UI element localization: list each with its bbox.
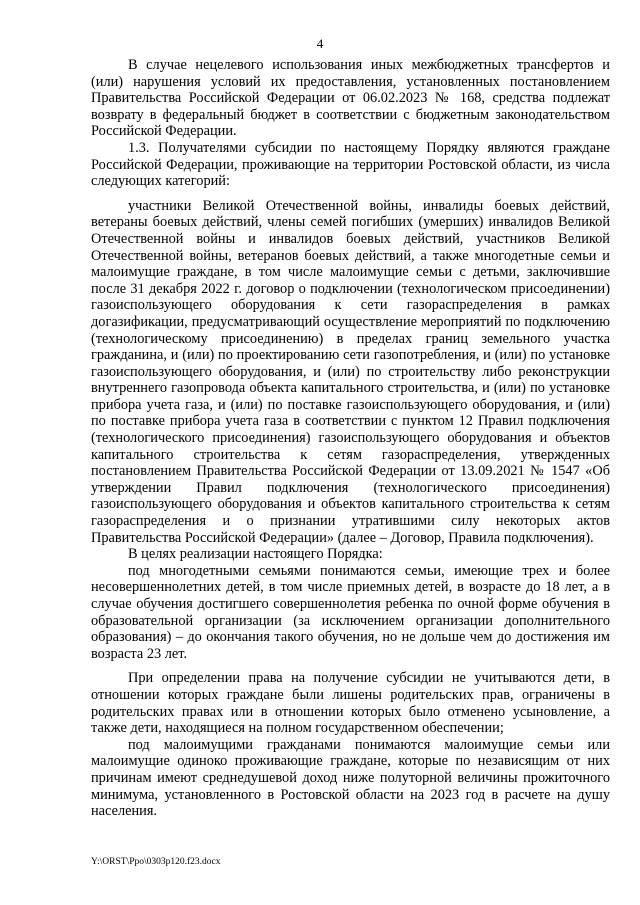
paragraph-categories: участники Великой Отечественной войны, инвалиды боевых действий, ветераны боевых действий, члены семей погибших (умерших) инвалидов Великой Отечественной войны и инвалидов боевых действий, участников Великой Отечественной войны, ветеранов боевых действий, а также многодетные семьи и малоимущие граждане, в том числе малоимущие семьи с детьми, заключившие после 31 декабря 2022 г. договор о подключении (технологическом присоединении) газоиспользующего оборудования к сети газораспределения в рамках догазификации, предусматривающий осуществление мероприятий по подключению (технологическому присоединению) в пределах границ земельного участка гражданина, и (или) по проектированию сети газопотребления, и (или) по установке газоиспользующего оборудования, и (или) по строительству либо реконструкции внутреннего газопровода объекта капитального строительства, и (или) по установке прибора учета газа, и (или) по поставке газоиспользующего оборудования, и (или) по поставке прибора учета газа в соответствии с пунктом 12 Правил подключения (технологического присоединения) газоиспользующего оборудования и объектов капитального строительства к сетям газораспределения, утвержденных постановлением Правительства Российской Федерации от 13.09.2021 № 1547 «Об утверждении Правил подключения (технологического присоединения) газоиспользующего оборудования и объектов капитального строительства к сетям газораспределения и о признании утратившими силу некоторых актов Правительства Российской Федерации» (далее – Договор, Правила подключения). — [91, 197, 610, 546]
file-path-footer: Y:\ORST\Ppo\0303p120.f23.docx — [91, 857, 221, 867]
paragraph-low-income: под малоимущими гражданами понимаются малоимущие семьи или малоимущие одиноко проживающие граждане, которые по независящим от них причинам имеют среднедушевой доход ниже полуторной величины прожиточного минимума, установленного в Ростовской области на 2023 год в расчете на душу населения. — [91, 736, 610, 820]
paragraph-purposes: В целях реализации настоящего Порядка: — [128, 546, 383, 563]
document-body — [91, 57, 610, 820]
paragraph-recipients: 1.3. Получателями субсидии по настоящему Порядку являются граждане Российской Федерации, проживающие на территории Ростовской области, из числа следующих категорий: — [91, 139, 610, 190]
paragraph-large-families: под многодетными семьями понимаются семьи, имеющие трех и более несовершеннолетних детей, в том числе приемных детей, в возрасте до 18 лет, а в случае обучения достигшего совершеннолетия ребенка по очной форме обучения в образовательной организации (за исключением организации дополнительного образования) – до окончания такого обучения, но не дольше чем до достижения им возраста 23 лет. — [91, 562, 610, 662]
paragraph-refund-terms: В случае нецелевого использования иных межбюджетных трансфертов и (или) нарушения условий их предоставления, установленных постановлением Правительства Российской Федерации от 06.02.2023 № 168, средства подлежат возврату в федеральный бюджет в соответствии с бюджетным законодательством Российской Федерации. — [91, 57, 610, 140]
paragraph-excluded-children: При определении права на получение субсидии не учитываются дети, в отношении которых граждане были лишены родительских прав, ограничены в родительских правах или в отношении которых было отменено усыновление, а также дети, находящиеся на полном государственном обеспечении; — [91, 670, 610, 737]
page-number: 4 — [316, 36, 324, 51]
